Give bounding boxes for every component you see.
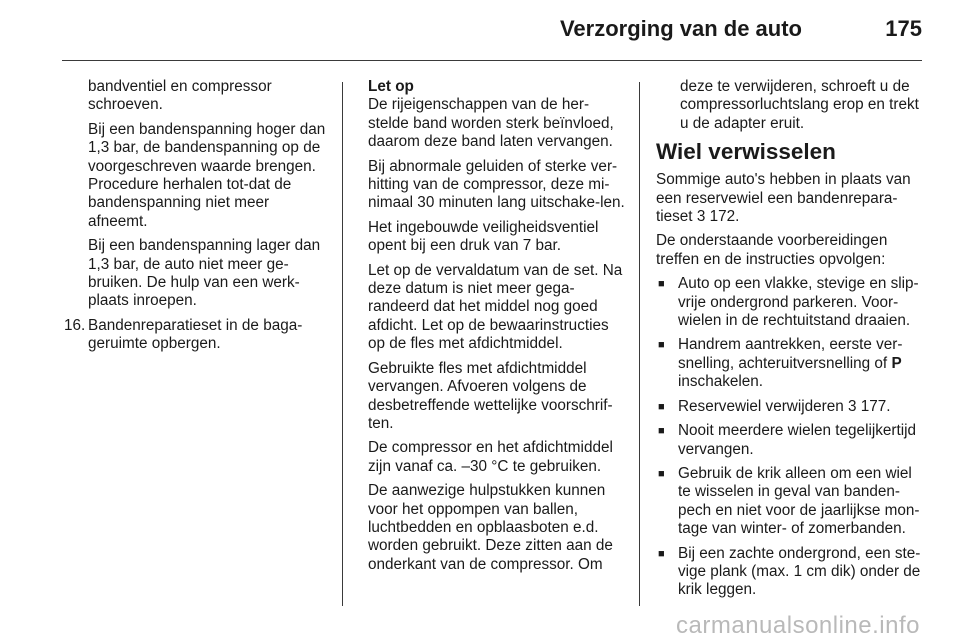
page-reference: 3 177. [848,397,891,415]
list-item-text-part: inschakelen. [678,373,764,391]
section-heading: Wiel verwisselen [656,139,836,165]
column-divider-2 [639,82,640,606]
intro-paragraph [656,171,924,226]
list-item [656,465,924,539]
bullet-icon: ■ [658,425,665,438]
bullet-icon: ■ [658,467,665,480]
list-item-text [678,398,924,416]
list-item-text [678,336,924,391]
list-item-text: Auto op een vlakke, stevige en slip-vrije ondergrond parkeren. Voor-wielen in de rechtuitstand draaien. [678,275,919,330]
gear-park-label: P [891,354,902,372]
list-item [656,422,924,459]
bullet-icon: ■ [658,278,665,291]
paragraph: Bij abnormale geluiden of sterke ver-hitting van de compressor, deze mi-nimaal 30 minuten lang uitschake-len. [368,157,625,212]
paragraph: De aanwezige hulpstukken kunnen voor het oppompen van ballen, luchtbedden en opblaasboten e.d. worden gebruikt. Deze zitten aan de onderkant van de compressor. Om [368,482,613,573]
list-item-text-part: Reservewiel verwijderen [678,397,844,415]
paragraph: deze te verwijderen, schroeft u de compressorluchtslang erop en trekt u de adapter eruit. [680,78,919,132]
step-text: Bandenreparatieset in de baga-geruimte opbergen. [88,316,303,353]
header-rule [62,60,922,61]
bullet-icon: ■ [658,339,665,352]
list-item [656,336,924,391]
watermark: carmanualsonline.info [676,612,920,639]
list-item [656,275,924,330]
step-number: 16. [64,316,86,334]
page-number: 175 [885,16,922,41]
column-right [656,78,924,606]
list-item-text: Nooit meerdere wielen tegelijkertijd vervangen. [678,422,917,458]
paragraph: De compressor en het afdichtmiddel zijn vanaf ca. –30 °C te gebruiken. [368,439,613,475]
paragraph: Bij een bandenspanning hoger dan 1,3 bar, de bandenspanning op de voorgeschreven waarde brengen. Procedure herhalen tot-dat de bandenspanning niet meer afneemt. [88,120,326,230]
paragraph: bandventiel en compressor schroeven. [88,78,272,114]
intro-text: Sommige auto's hebben in plaats van een reservewiel een bandenrepara-tieset [656,171,911,226]
column-left [64,78,326,360]
column-divider-1 [342,82,343,606]
paragraph: Gebruikte fles met afdichtmiddel vervangen. Afvoeren volgens de desbetreffende wettelijke voorschrif-ten. [368,359,613,432]
page-header-title: Verzorging van de auto [559,16,802,41]
list-item [656,545,924,600]
page-reference: 3 172. [696,208,740,226]
list-item-text: Gebruik de krik alleen om een wiel te wisselen in geval van banden-pech en niet voor de jaarlijkse mon-tage van winter- of zomerbanden. [678,464,920,538]
bullet-icon: ■ [658,400,665,413]
caution-note [368,78,628,152]
paragraph: Het ingebouwde veiligheidsventiel opent bij een druk van 7 bar. [368,218,599,255]
paragraph: Let op de vervaldatum van de set. Na deze datum is niet meer gega-randeerd dat het middel nog goed afdicht. Let op de bewaarinstructies op de fles met afdichtmiddel. [368,261,623,353]
bullet-icon: ■ [658,547,665,560]
list-item-text: Bij een zachte ondergrond, een ste-vige plank (max. 1 cm dik) onder de krik leggen. [678,544,921,599]
caution-text: De rijeigenschappen van de her-stelde band worden sterk beïnvloed, daarom deze band laten vervangen. [368,96,614,151]
paragraph: Bij een bandenspanning lager dan 1,3 bar, de auto niet meer ge-bruiken. De hulp van een werk-plaats inroepen. [88,237,321,310]
step-item [64,317,326,354]
list-item [656,398,924,416]
column-middle [368,78,628,580]
list-item-text-part: Handrem aantrekken, eerste ver-snelling, achteruitversnelling of [678,336,903,372]
paragraph: De onderstaande voorbereidingen treffen en de instructies opvolgen: [656,232,888,268]
caution-title: Let op [368,78,414,95]
